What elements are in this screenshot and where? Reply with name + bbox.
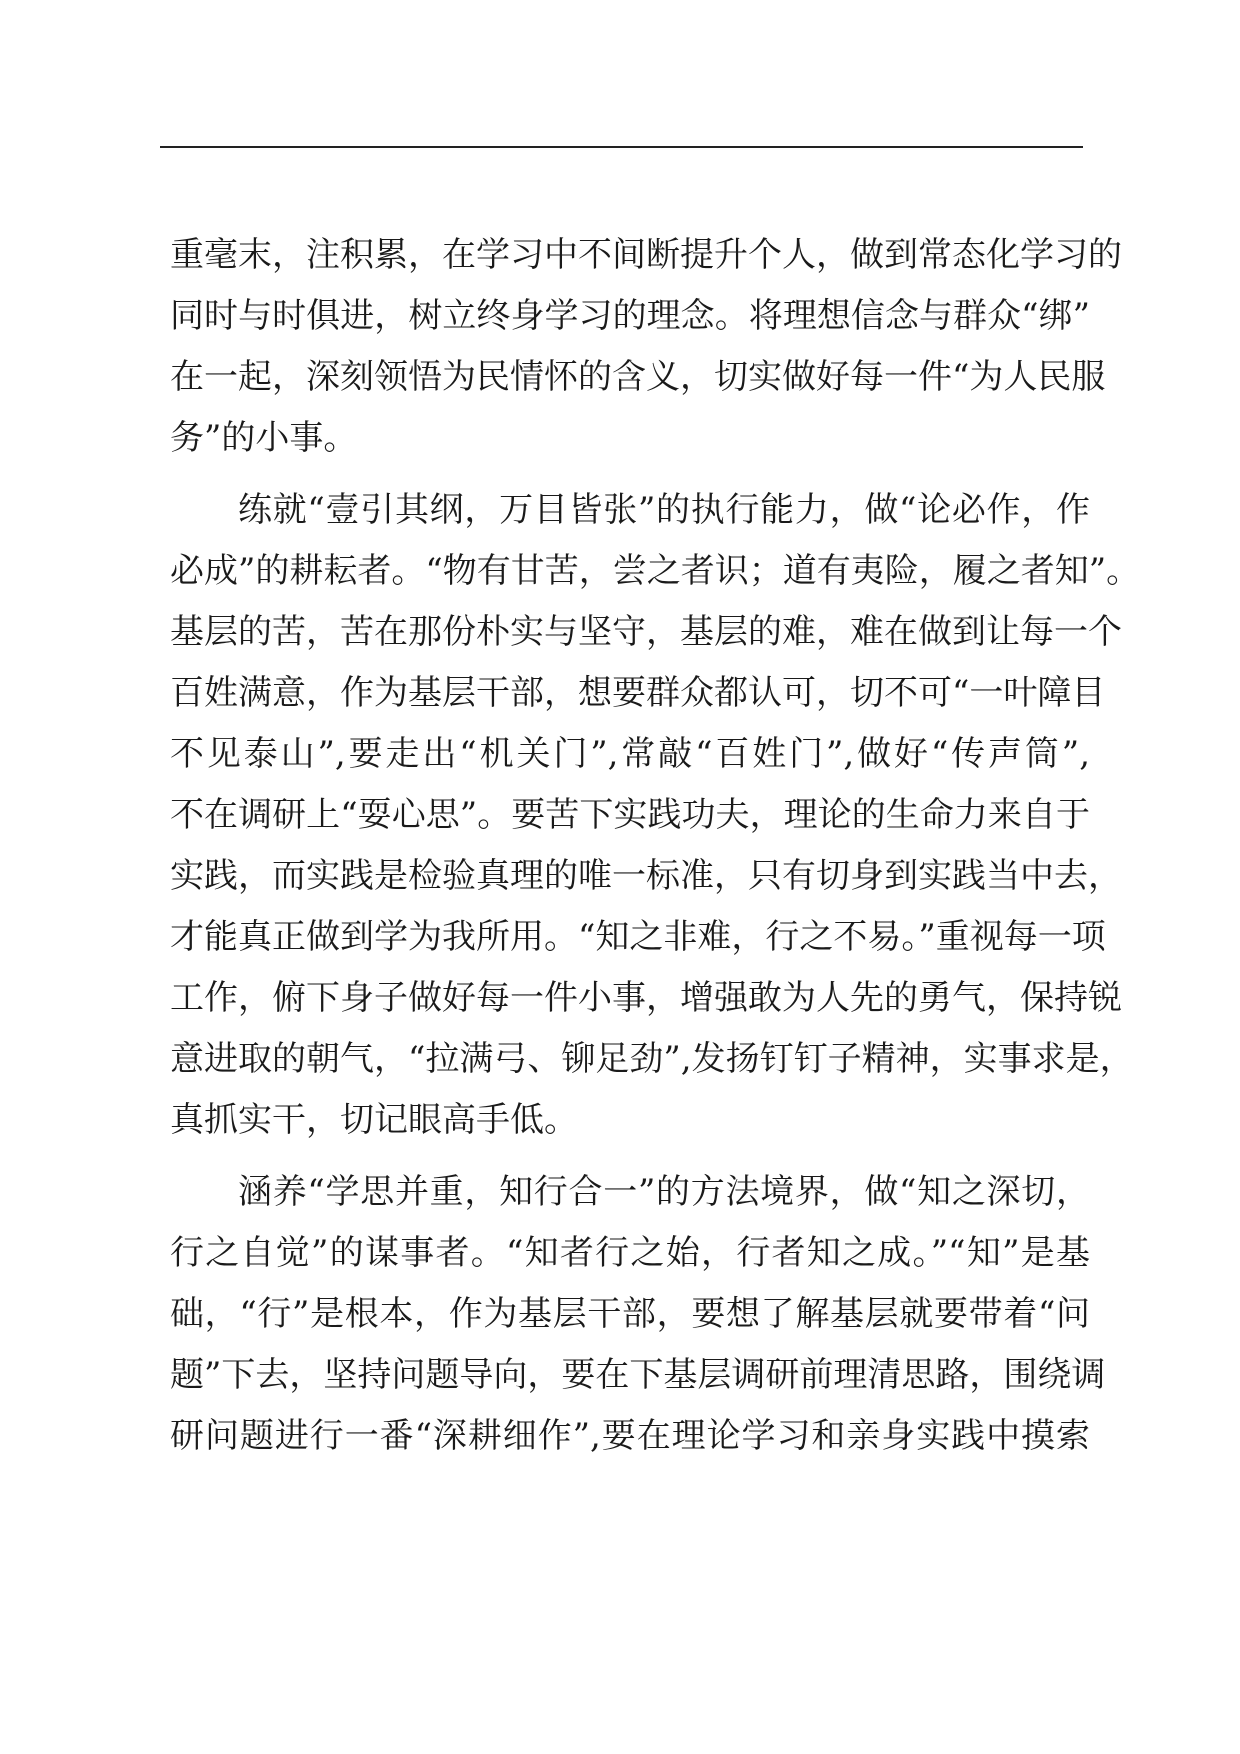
paragraph-spacer	[170, 1151, 1090, 1162]
text-line: 题”下去，坚持问题导向，要在下基层调研前理清思路，围绕调	[170, 1355, 1106, 1395]
text-line: 同时与时俱进，树立终身学习的理念。将理想信念与群众“绑”	[170, 296, 1090, 336]
text-line: 必成”的耕耘者。“物有甘苦，尝之者识；道有夷险，履之者知”。	[170, 551, 1141, 591]
paragraph-1	[170, 225, 1122, 469]
text-line: 工作，俯下身子做好每一件小事，增强敢为人先的勇气，保持锐	[170, 978, 1122, 1018]
text-line: 真抓实干，切记眼高手低。	[170, 1100, 578, 1140]
text-line: 研问题进行一番“深耕细作”,要在理论学习和亲身实践中摸索	[170, 1416, 1090, 1456]
text-line: 不见泰山”,要走出“机关门”,常敲“百姓门”,做好“传声筒”,	[170, 734, 1090, 774]
paragraph-2	[170, 480, 1141, 1151]
header-rule	[160, 146, 1083, 148]
document-body	[170, 225, 1141, 1467]
text-line: 基层的苦，苦在那份朴实与坚守，基层的难，难在做到让每一个	[170, 612, 1122, 652]
paragraph-spacer	[170, 469, 1090, 480]
text-line: 础，“行”是根本，作为基层干部，要想了解基层就要带着“问	[170, 1294, 1090, 1334]
text-line: 重毫末，注积累，在学习中不间断提升个人，做到常态化学习的	[170, 235, 1122, 275]
text-line: 练就“壹引其纲，万目皆张”的执行能力，做“论必作，作	[238, 490, 1090, 530]
text-line: 行之自觉”的谋事者。“知者行之始，行者知之成。”“知”是基	[170, 1233, 1090, 1273]
text-line: 实践，而实践是检验真理的唯一标准，只有切身到实践当中去，	[170, 856, 1122, 896]
text-line: 百姓满意，作为基层干部，想要群众都认可，切不可“一叶障目	[170, 673, 1106, 713]
text-line: 意进取的朝气，“拉满弓、铆足劲”,发扬钉钉子精神，实事求是，	[170, 1039, 1134, 1079]
text-line: 在一起，深刻领悟为民情怀的含义，切实做好每一件“为人民服	[170, 357, 1106, 397]
paragraph-3	[170, 1162, 1106, 1467]
text-line: 不在调研上“耍心思”。要苦下实践功夫，理论的生命力来自于	[170, 795, 1090, 835]
text-line: 才能真正做到学为我所用。“知之非难，行之不易。”重视每一项	[170, 917, 1106, 957]
text-line: 涵养“学思并重，知行合一”的方法境界，做“知之深切，	[238, 1172, 1090, 1212]
text-line: 务”的小事。	[170, 418, 358, 458]
